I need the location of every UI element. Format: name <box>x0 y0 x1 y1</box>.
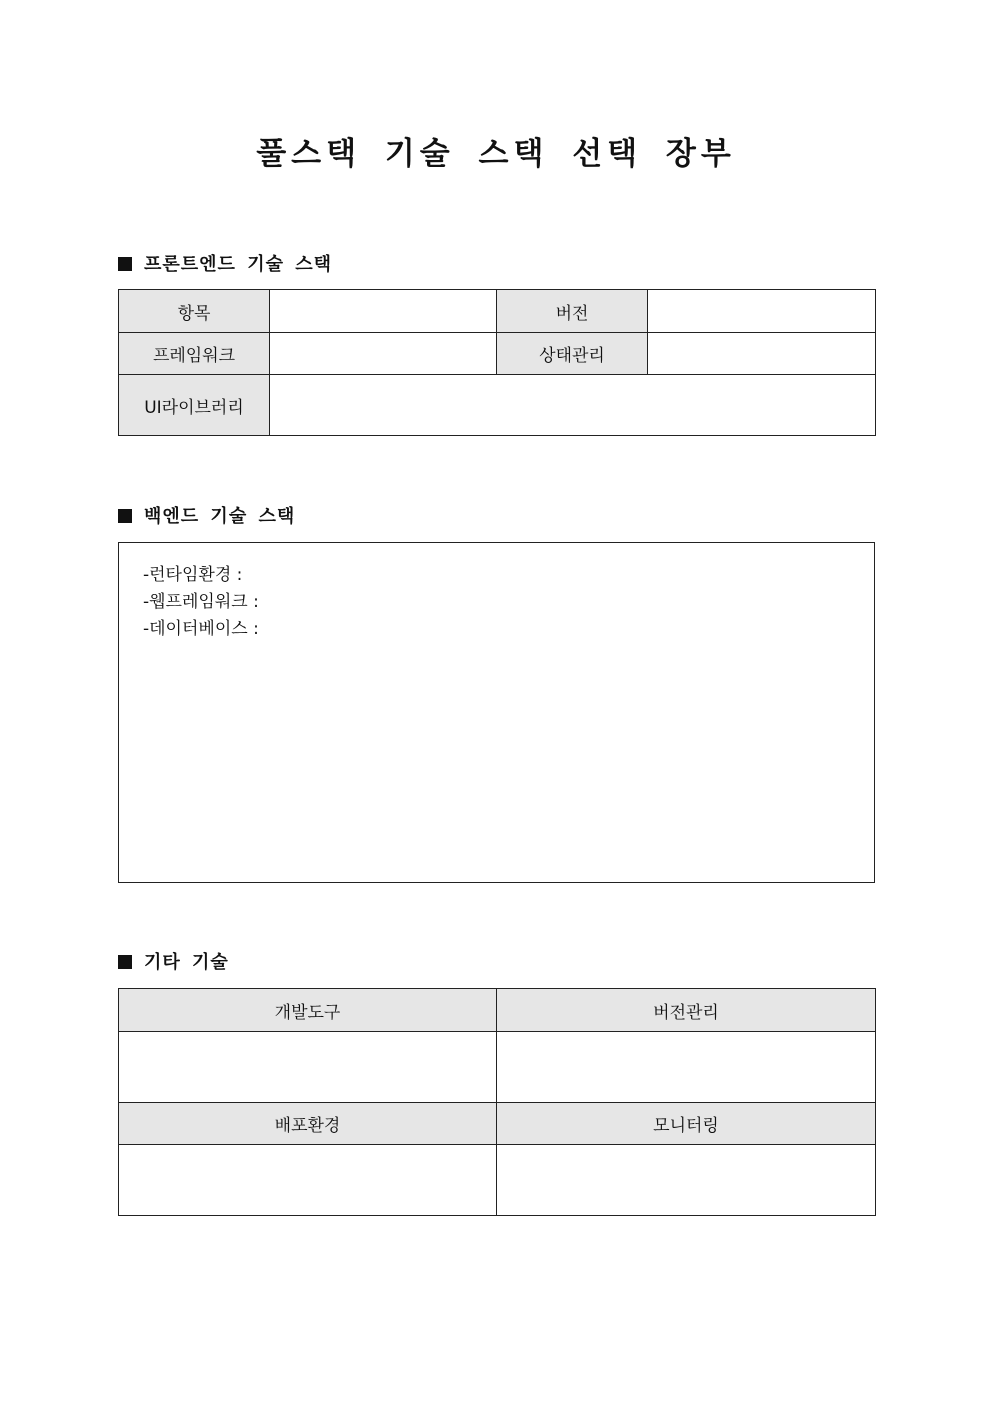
other-table <box>118 988 876 1216</box>
value-cell-deployment[interactable] <box>119 1145 497 1216</box>
value-cell-version[interactable] <box>648 290 876 333</box>
page-title: 풀스택 기술 스택 선택 장부 <box>256 136 736 172</box>
square-bullet-icon <box>118 257 132 271</box>
section-heading-text: 프론트엔드 기술 스택 <box>144 254 333 275</box>
backend-line-database: -데이터베이스 : <box>143 619 259 639</box>
value-cell-state-management[interactable] <box>648 333 876 375</box>
table-row <box>119 333 876 375</box>
value-cell-framework[interactable] <box>270 333 497 375</box>
frontend-table <box>118 289 876 436</box>
label-cell-state-management: 상태관리 <box>497 333 648 375</box>
table-row <box>119 290 876 333</box>
label-cell-item: 항목 <box>119 290 270 333</box>
value-cell-dev-tools[interactable] <box>119 1032 497 1103</box>
section-heading-text: 백엔드 기술 스택 <box>144 506 296 527</box>
label-cell-ui-library: UI라이브러리 <box>119 375 270 436</box>
section-heading-backend <box>118 504 295 530</box>
backend-line-web-framework: -웹프레임워크 : <box>143 592 259 612</box>
table-row <box>119 1145 876 1216</box>
square-bullet-icon <box>118 509 132 523</box>
label-cell-framework: 프레임워크 <box>119 333 270 375</box>
label-cell-deployment: 배포환경 <box>119 1103 497 1145</box>
label-cell-version: 버전 <box>497 290 648 333</box>
value-cell-monitoring[interactable] <box>497 1145 876 1216</box>
backend-line-runtime: -런타임환경 : <box>143 565 243 585</box>
section-heading-text: 기타 기술 <box>144 952 229 973</box>
square-bullet-icon <box>118 955 132 969</box>
backend-box[interactable] <box>118 542 875 883</box>
value-cell-ui-library[interactable] <box>270 375 876 436</box>
label-cell-dev-tools: 개발도구 <box>119 989 497 1032</box>
label-cell-version-control: 버전관리 <box>497 989 876 1032</box>
section-heading-frontend <box>118 252 332 278</box>
table-row <box>119 1032 876 1103</box>
table-row <box>119 1103 876 1145</box>
backend-lines <box>143 562 259 643</box>
section-heading-other <box>118 950 229 976</box>
value-cell-version-control[interactable] <box>497 1032 876 1103</box>
value-cell-item[interactable] <box>270 290 497 333</box>
label-cell-monitoring: 모니터링 <box>497 1103 876 1145</box>
table-row <box>119 375 876 436</box>
table-row <box>119 989 876 1032</box>
